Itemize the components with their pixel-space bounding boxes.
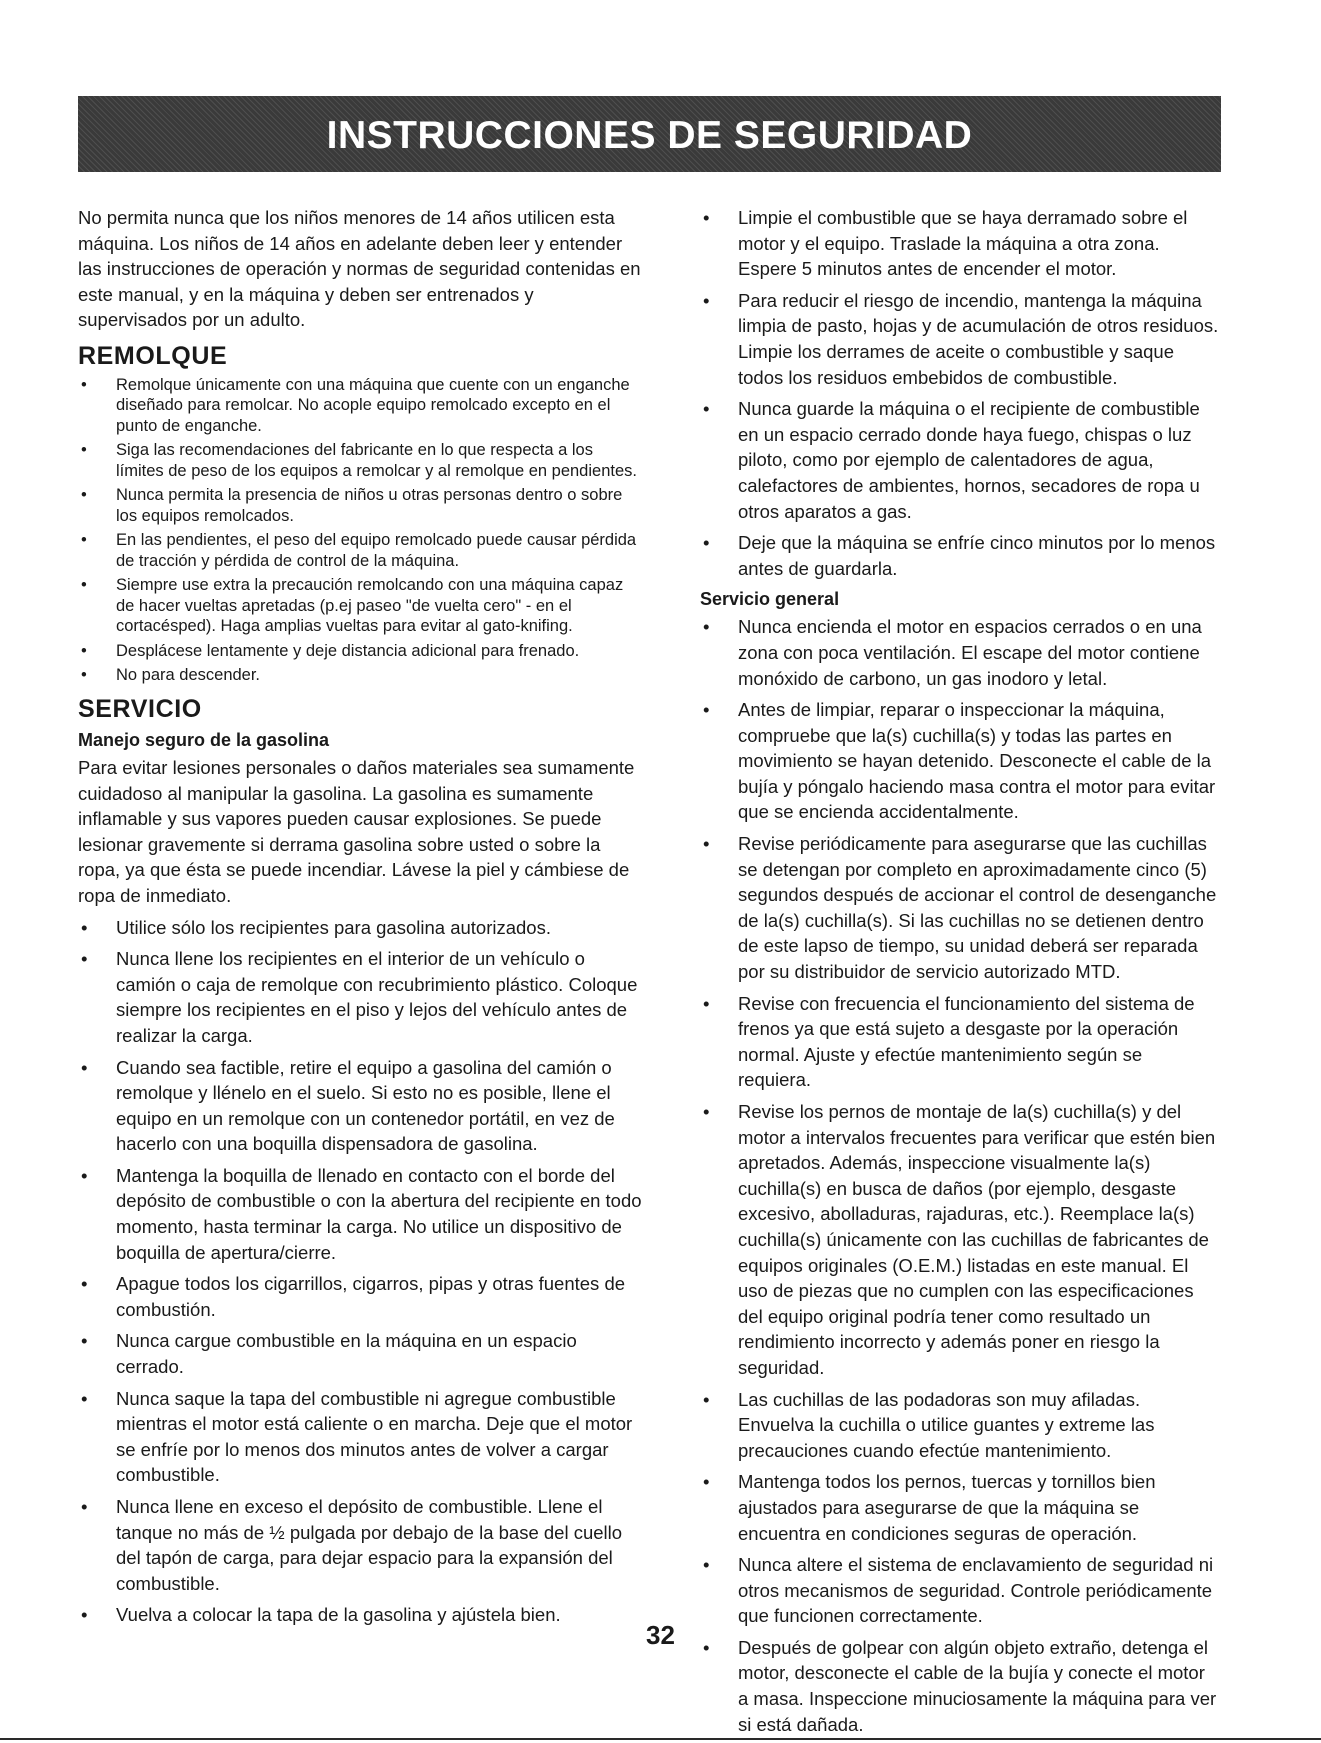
page-number: 32 (646, 1620, 675, 1650)
remolque-heading: REMOLQUE (78, 341, 228, 370)
list-item: • Antes de limpiar, reparar o inspeccionar la máquina, compruebe que la(s) cuchilla(s) y todas las partes en movimiento se hayan detenido. Desconecte el cable de la bujía y póngalo haciendo masa contra el motor para evitar que se encienda accidentalmente. (700, 697, 1220, 825)
list-item: • Revise periódicamente para asegurarse que las cuchillas se detengan por completo en aproximadamente cinco (5) segundos después de accionar el control de desenganche de la(s) cuchilla(s). Si las cuchillas no se detienen dentro de este lapso de tiempo, su unidad deberá ser reparada por su distribuidor de servicio autorizado MTD. (700, 831, 1220, 985)
list-item: • Revise los pernos de montaje de la(s) cuchilla(s) y del motor a intervalos frecuentes para verificar que estén bien apretados. Además, inspeccione visualmente la(s) cuchilla(s) en busca de daños (por ejemplo, desgaste excesivo, abolladuras, rajaduras, etc.). Reemplace la(s) cuchilla(s) únicamente con las cuchillas de fabricantes de equipos originales (O.E.M.) listadas en este manual. El uso de piezas que no cumplen con las especificaciones del equipo original podría tener como resultado un rendimiento incorrecto y además poner en riesgo la seguridad. (700, 1099, 1220, 1381)
servicio-general-subheading: Servicio general (700, 589, 840, 610)
list-item: • Nunca cargue combustible en la máquina en un espacio cerrado. (78, 1328, 643, 1379)
list-item: • Nunca altere el sistema de enclavamiento de seguridad ni otros mecanismos de seguridad. Controle periódicamente que funcionen correctamente. (700, 1552, 1220, 1629)
right-column (700, 205, 1220, 1743)
list-item: • Siempre use extra la precaución remolcando con una máquina capaz de hacer vueltas apretadas (p.ej paseo "de vuelta cero" - en el cortacésped). Haga amplias vueltas para evitar al gato-knifing. (78, 575, 643, 637)
gasolina-intro: Para evitar lesiones personales o daños materiales sea sumamente cuidadoso al manipular la gasolina. La gasolina es sumamente inflamable y sus vapores pueden causar explosiones. Se puede lesionar gravemente si derrama gasolina sobre usted o sobre la ropa, ya que ésta se puede incendiar. Lávese la piel y cámbiese de ropa de inmediato. (78, 756, 635, 906)
list-item: • Desplácese lentamente y deje distancia adicional para frenado. (78, 641, 643, 662)
gasolina-list (78, 915, 643, 1628)
list-item: • Nunca permita la presencia de niños u otras personas dentro o sobre los equipos remolcados. (78, 485, 643, 526)
list-item: • Vuelva a colocar la tapa de la gasolina y ajústela bien. (78, 1602, 643, 1628)
list-item: • No para descender. (78, 665, 643, 686)
list-item: • En las pendientes, el peso del equipo remolcado puede causar pérdida de tracción y pérdida de control de la máquina. (78, 530, 643, 571)
intro-paragraph: No permita nunca que los niños menores de 14 años utilicen esta máquina. Los niños de 14 años en adelante deben leer y entender las instrucciones de operación y normas de seguridad contenidas en este manual, y en la máquina y deben ser entrenados y supervisados por un adulto. (78, 207, 641, 331)
list-item: • Las cuchillas de las podadoras son muy afiladas. Envuelva la cuchilla o utilice guantes y extreme las precauciones cuando efectúe mantenimiento. (700, 1387, 1220, 1464)
list-item: • Remolque únicamente con una máquina que cuente con un enganche diseñado para remolcar. No acople equipo remolcado excepto en el punto de enganche. (78, 375, 643, 437)
list-item: • Apague todos los cigarrillos, cigarros, pipas y otras fuentes de combustión. (78, 1271, 643, 1322)
page-title: INSTRUCCIONES DE SEGURIDAD (326, 114, 973, 157)
section-header-band (78, 96, 1221, 172)
list-item: • Revise con frecuencia el funcionamiento del sistema de frenos ya que está sujeto a desgaste por la operación normal. Ajuste y efectúe mantenimiento según se requiera. (700, 991, 1220, 1093)
list-item: • Limpie el combustible que se haya derramado sobre el motor y el equipo. Traslade la máquina a otra zona. Espere 5 minutos antes de encender el motor. (700, 205, 1220, 282)
list-item: • Nunca llene en exceso el depósito de combustible. Llene el tanque no más de ½ pulgada por debajo de la base del cuello del tapón de carga, para dejar espacio para la expansión del combustible. (78, 1494, 643, 1596)
list-item: • Nunca llene los recipientes en el interior de un vehículo o camión o caja de remolque con recubrimiento plástico. Coloque siempre los recipientes en el piso y lejos del vehículo antes de realizar la carga. (78, 946, 643, 1048)
list-item: • Utilice sólo los recipientes para gasolina autorizados. (78, 915, 643, 941)
remolque-list (78, 375, 643, 686)
fuel-list-continued (700, 205, 1220, 581)
list-item: • Mantenga la boquilla de llenado en contacto con el borde del depósito de combustible o con la abertura del recipiente en todo momento, hasta terminar la carga. No utilice un dispositivo de boquilla de apertura/cierre. (78, 1163, 643, 1265)
list-item: • Para reducir el riesgo de incendio, mantenga la máquina limpia de pasto, hojas y de acumulación de otros residuos. Limpie los derrames de aceite o combustible y saque todos los residuos embebidos de combustible. (700, 288, 1220, 390)
left-column (78, 205, 643, 1634)
list-item: • Nunca saque la tapa del combustible ni agregue combustible mientras el motor está caliente o en marcha. Deje que el motor se enfríe por lo menos dos minutos antes de volver a cargar combustible. (78, 1386, 643, 1488)
gasolina-subheading: Manejo seguro de la gasolina (78, 729, 330, 750)
list-item: • Nunca encienda el motor en espacios cerrados o en una zona con poca ventilación. El escape del motor contiene monóxido de carbono, un gas inodoro y letal. (700, 614, 1220, 691)
servicio-general-list (700, 614, 1220, 1737)
list-item: • Nunca guarde la máquina o el recipiente de combustible en un espacio cerrado donde haya fuego, chispas o luz piloto, como por ejemplo de calentadores de agua, calefactores de ambientes, hornos, secadores de ropa u otros aparatos a gas. (700, 396, 1220, 524)
list-item: • Deje que la máquina se enfríe cinco minutos por lo menos antes de guardarla. (700, 530, 1220, 581)
list-item: • Cuando sea factible, retire el equipo a gasolina del camión o remolque y llénelo en el suelo. Si esto no es posible, llene el equipo en un remolque con un contenedor portátil, en vez de hacerlo con una boquilla dispensadora de gasolina. (78, 1055, 643, 1157)
list-item: • Después de golpear con algún objeto extraño, detenga el motor, desconecte el cable de la bujía y conecte el motor a masa. Inspeccione minuciosamente la máquina para ver si está dañada. (700, 1635, 1220, 1737)
list-item: • Mantenga todos los pernos, tuercas y tornillos bien ajustados para asegurarse de que la máquina se encuentra en condiciones seguras de operación. (700, 1469, 1220, 1546)
servicio-heading: SERVICIO (78, 694, 202, 723)
bottom-rule (0, 1738, 1321, 1740)
list-item: • Siga las recomendaciones del fabricante en lo que respecta a los límites de peso de los equipos a remolcar y al remolque en pendientes. (78, 440, 643, 481)
